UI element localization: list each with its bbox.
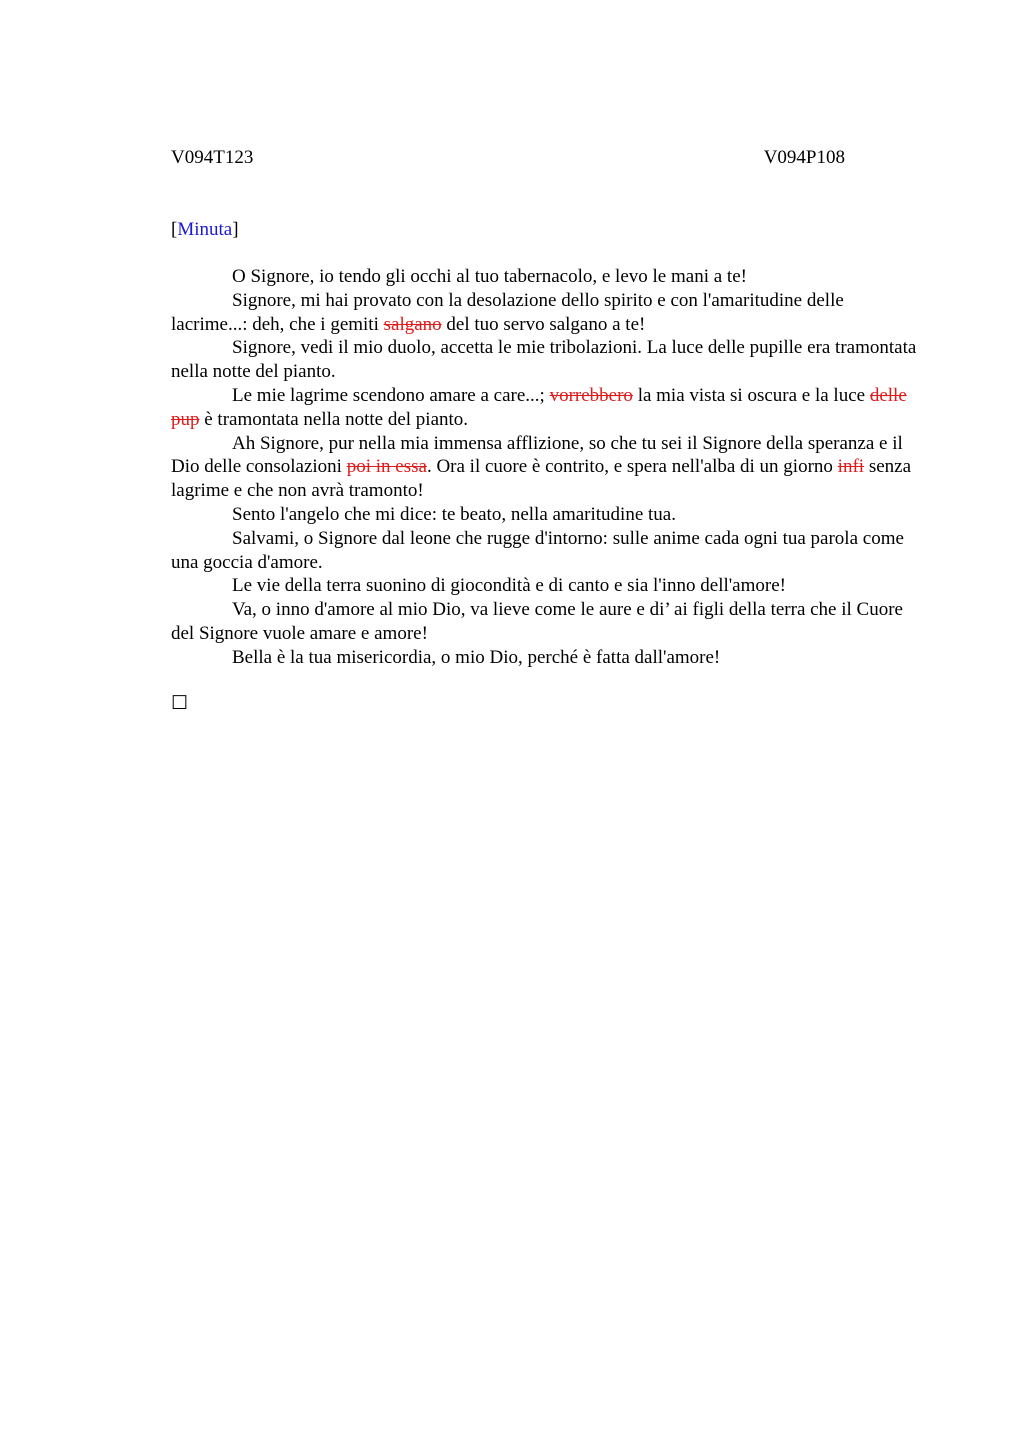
paragraph-text: Signore, mi hai provato con la desolazione dello spirito e con l'amaritudine delle lacrime...: deh, che i gemiti	[171, 289, 844, 335]
paragraph	[171, 336, 921, 384]
transcription-body	[171, 265, 921, 670]
paragraph-text: Bella è la tua misericordia, o mio Dio, perché è fatta dall'amore!	[232, 646, 721, 668]
paragraph	[171, 503, 921, 527]
paragraph	[171, 646, 921, 670]
label-open-bracket: [	[171, 219, 178, 240]
paragraph-text: è tramontata nella notte del pianto.	[199, 408, 469, 430]
deleted-text: infi	[837, 456, 865, 478]
page-code: V094P108	[763, 147, 845, 168]
page-header	[171, 146, 845, 170]
paragraph-text: O Signore, io tendo gli occhi al tuo tabernacolo, e levo le mani a te!	[232, 266, 747, 287]
paragraph-text: senza lagrime e che non avrà tramonto!	[171, 456, 912, 502]
paragraph	[171, 574, 921, 598]
section-label	[171, 218, 239, 242]
paragraph	[171, 432, 921, 503]
label-text: Minuta	[177, 219, 233, 240]
deleted-text: poi in essa	[346, 456, 427, 478]
label-close-bracket: ]	[232, 219, 239, 240]
paragraph-text: Signore, vedi il mio duolo, accetta le mie tribolazioni. La luce delle pupille era tramontata nella notte del pianto.	[171, 337, 917, 383]
paragraph	[171, 527, 921, 575]
paragraph-text: del tuo servo salgano a te!	[441, 313, 646, 335]
deleted-text: delle pup	[171, 384, 907, 430]
paragraph	[171, 598, 921, 646]
paragraph	[171, 289, 921, 337]
paragraph-text: Ah Signore, pur nella mia immensa afflizione, so che tu sei il Signore della speranza e il Dio delle consolazioni	[171, 432, 903, 478]
deleted-text: vorrebbero	[549, 384, 633, 406]
paragraph-text: Va, o inno d'amore al mio Dio, va lieve come le aure e di’ ai figli della terra che il Cuore del Signore vuole amare e amore!	[171, 599, 903, 644]
paragraph-text: la mia vista si oscura e la luce	[632, 384, 870, 406]
deleted-text: salgano	[383, 313, 442, 335]
document-code: V094T123	[171, 147, 254, 168]
paragraph-text: . Ora il cuore è contrito, e spera nell'alba di un giorno	[426, 456, 838, 478]
paragraph	[171, 265, 921, 289]
paragraph-text: Le mie lagrime scendono amare a care...;	[232, 384, 550, 406]
end-box-icon: ☐	[171, 693, 189, 714]
paragraph-text: Le vie della terra suonino di giocondità e di canto e sia l'inno dell'amore!	[232, 575, 786, 597]
paragraph	[171, 384, 921, 432]
paragraph-text: Salvami, o Signore dal leone che rugge d'intorno: sulle anime cada ogni tua parola come una goccia d'amore.	[171, 527, 904, 573]
paragraph-text: Sento l'angelo che mi dice: te beato, nella amaritudine tua.	[232, 503, 676, 525]
